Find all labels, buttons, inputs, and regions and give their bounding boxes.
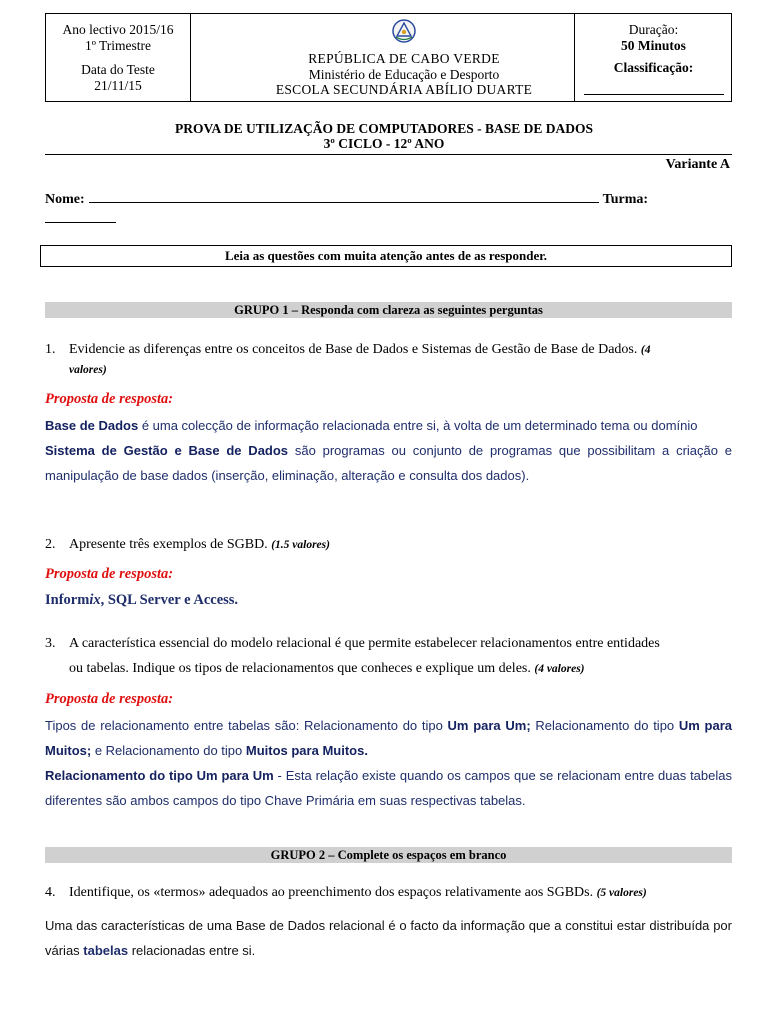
q3-number: 3. <box>45 636 56 651</box>
q3-line1: A característica essencial do modelo relacional é que permite estabelecer relacionamentos entre entidades <box>69 636 660 651</box>
trimestre: 1º Trimestre <box>84 38 152 53</box>
a3-p1e: e Relacionamento do tipo <box>91 743 246 758</box>
q2-valores: (1.5 valores) <box>271 539 330 551</box>
q1-valores-b: valores) <box>69 364 107 376</box>
a2-part3: , SQL Server e Access. <box>100 592 239 608</box>
q2-text: Apresente três exemplos de SGBD. <box>69 537 268 552</box>
a1-term1: Base de Dados <box>45 418 139 433</box>
a3-p1d: Um para Muitos; <box>45 718 732 758</box>
answer-3 <box>45 713 732 813</box>
question-1-valores <box>69 357 269 383</box>
data-label: Data do Teste <box>81 62 155 77</box>
variante: Variante A <box>665 157 730 172</box>
proposta-label-3: Proposta de resposta: <box>45 691 174 707</box>
escola: ESCOLA SECUNDÁRIA ABÍLIO DUARTE <box>275 82 533 97</box>
grupo1-bar: GRUPO 1 – Responda com clareza as seguintes perguntas <box>45 302 732 318</box>
proposta-label-1: Proposta de resposta: <box>45 391 174 407</box>
q4-valores: (5 valores) <box>596 887 647 899</box>
nome-label: Nome: <box>45 192 85 207</box>
q1-valores-a: (4 <box>640 344 651 356</box>
a3-p1c: Relacionamento do tipo <box>530 718 679 733</box>
answer-1 <box>45 413 732 488</box>
classificacao-label: Classificação: <box>613 60 694 75</box>
g2-text-b[interactable]: tabelas <box>83 943 129 958</box>
q4-number: 4. <box>45 885 56 900</box>
a2-part1: Inform <box>45 592 90 608</box>
a1-def1: é uma colecção de informação relacionada entre si, à volta de um determinado tema ou domínio <box>138 418 698 433</box>
nome-field <box>45 190 648 208</box>
question-4 <box>45 880 735 906</box>
duracao-label: Duração: <box>628 22 679 37</box>
a3-p1f: Muitos para Muitos. <box>245 743 368 758</box>
a3-p1b: Um para Um; <box>447 718 531 733</box>
answer-2 <box>45 592 238 609</box>
grupo2-paragraph <box>45 913 732 963</box>
a1-term2: Sistema de Gestão e Base de Dados <box>45 443 289 458</box>
question-3 <box>45 631 735 682</box>
a2-part2: ix <box>89 592 101 608</box>
a3-p2a: Relacionamento do tipo Um para Um <box>45 768 274 783</box>
republica: REPÚBLICA DE CABO VERDE <box>308 51 500 66</box>
header-center-cell <box>190 14 618 101</box>
q1-number: 1. <box>45 342 56 357</box>
data-value: 21/11/15 <box>94 78 142 93</box>
proposta-label-2: Proposta de resposta: <box>45 566 174 582</box>
title-rule <box>45 154 732 155</box>
nome-line[interactable] <box>89 190 599 203</box>
q2-number: 2. <box>45 537 56 552</box>
exam-subtitle: 3º CICLO - 12º ANO <box>323 136 445 151</box>
classificacao-line <box>584 88 724 95</box>
header-table <box>45 13 732 102</box>
a1-def2: são programas ou conjunto de programas que possibilitam a criação e manipulação de base dados (inserção, eliminação, alteração e consulta dos dados). <box>45 443 732 483</box>
header-right-cell <box>574 14 732 101</box>
cabo-verde-emblem-icon <box>392 19 416 43</box>
duracao-value: 50 Minutos <box>621 38 686 53</box>
grupo2-bar: GRUPO 2 – Complete os espaços em branco <box>45 847 732 863</box>
ministerio: Ministério de Educação e Desporto <box>308 67 500 82</box>
q3-line2: ou tabelas. Indique os tipos de relacionamentos que conheces e explique um deles. <box>69 661 531 676</box>
g2-text-c: relacionadas entre si. <box>128 943 256 958</box>
exam-title: PROVA DE UTILIZAÇÃO DE COMPUTADORES - BASE DE DADOS <box>174 121 594 136</box>
g2-text-a: Uma das características de uma Base de Dados relacional é o facto da informação que a constitui estar distribuída por várias <box>45 918 732 958</box>
turma-label: Turma: <box>602 192 649 207</box>
question-2 <box>45 532 735 558</box>
q1-text: Evidencie as diferenças entre os conceitos de Base de Dados e Sistemas de Gestão de Base de Dados. <box>69 342 638 357</box>
notice-box: Leia as questões com muita atenção antes de as responder. <box>40 245 732 267</box>
q4-text: Identifique, os «termos» adequados ao preenchimento dos espaços relativamente aos SGBDs. <box>69 885 594 900</box>
header-left-cell <box>46 14 191 101</box>
a3-p2b: - Esta relação existe quando os campos que se relacionam entre duas tabelas diferentes são ambos campos do tipo Chave Primária em suas respectivas tabelas. <box>45 768 732 808</box>
turma-line[interactable] <box>45 210 116 223</box>
a3-p1a: Tipos de relacionamento entre tabelas são: Relacionamento do tipo <box>45 718 448 733</box>
ano-lectivo: Ano lectivo 2015/16 <box>62 22 174 37</box>
q3-valores: (4 valores) <box>534 663 585 675</box>
